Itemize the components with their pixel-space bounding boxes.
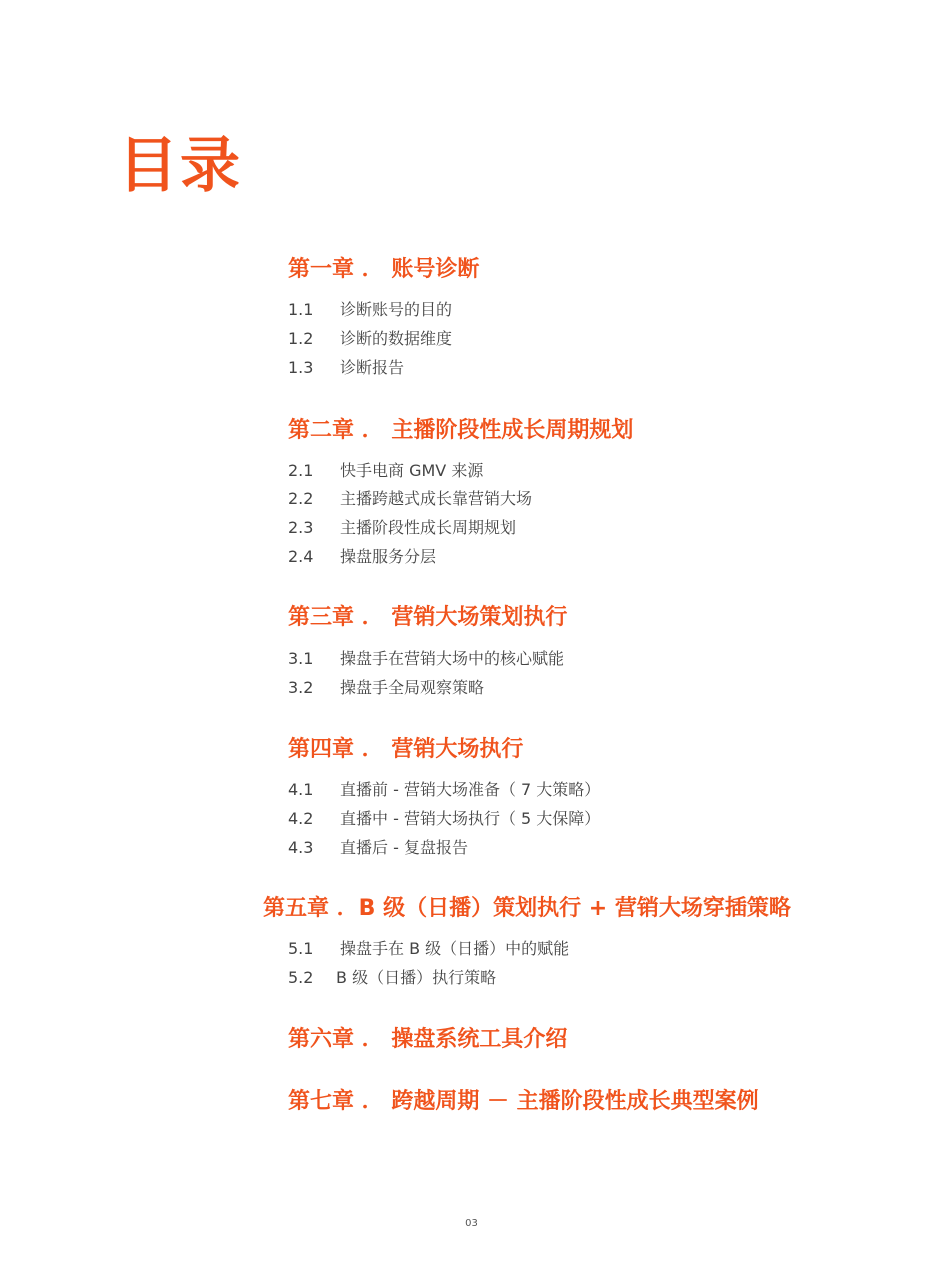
toc-item-label: 诊断的数据维度: [340, 329, 453, 348]
toc-item-label: 操盘手在营销大场中的核心赋能: [340, 649, 565, 668]
toc-item-number: 1.2: [288, 329, 314, 348]
toc-item-2-4[interactable]: [288, 549, 436, 565]
toc-item-number: 2.1: [288, 461, 314, 480]
toc-item-number: 5.2: [288, 968, 314, 987]
toc-item-5-1[interactable]: [288, 941, 569, 957]
toc-item-number: 2.3: [288, 518, 314, 537]
chapter-5-heading[interactable]: 第五章 ．B 级（日播）策划执行 + 营销大场穿插策略: [263, 896, 791, 921]
toc-item-1-2[interactable]: [288, 331, 452, 347]
toc-item-1-3[interactable]: [288, 360, 404, 376]
toc-item-2-1[interactable]: [288, 463, 483, 479]
toc-item-number: 3.2: [288, 678, 314, 697]
toc-item-label: 操盘手全局观察策略: [340, 678, 485, 697]
toc-item-label: 直播前 - 营销大场准备（ 7 大策略）: [340, 780, 601, 799]
page-number: 03: [465, 1218, 478, 1229]
chapter-4-heading[interactable]: 第四章 ． 营销大场执行: [288, 737, 524, 762]
toc-item-2-3[interactable]: [288, 520, 516, 536]
toc-item-2-2[interactable]: [288, 491, 532, 507]
chapter-3-heading[interactable]: 第三章 ． 营销大场策划执行: [288, 605, 568, 630]
toc-item-label: 主播阶段性成长周期规划: [340, 518, 517, 537]
toc-item-label: 直播中 - 营销大场执行（ 5 大保障）: [340, 809, 601, 828]
toc-item-number: 2.2: [288, 489, 314, 508]
toc-item-number: 3.1: [288, 649, 314, 668]
toc-item-1-1[interactable]: [288, 302, 452, 318]
toc-item-4-2[interactable]: [288, 811, 600, 827]
toc-item-number: 4.1: [288, 780, 314, 799]
toc-item-number: 1.1: [288, 300, 314, 319]
toc-item-number: 2.4: [288, 547, 314, 566]
chapter-2-heading[interactable]: 第二章 ． 主播阶段性成长周期规划: [288, 418, 634, 443]
toc-item-label: 诊断报告: [340, 358, 405, 377]
toc-item-label: 诊断账号的目的: [340, 300, 453, 319]
toc-item-number: 4.2: [288, 809, 314, 828]
toc-item-3-1[interactable]: [288, 651, 564, 667]
toc-item-4-3[interactable]: [288, 840, 468, 856]
toc-item-5-2[interactable]: [288, 970, 496, 986]
toc-item-3-2[interactable]: [288, 680, 484, 696]
page-title: 目录: [118, 131, 242, 201]
toc-item-label: 直播后 - 复盘报告: [340, 838, 468, 857]
toc-item-4-1[interactable]: [288, 782, 600, 798]
toc-item-label: 操盘手在 B 级（日播）中的赋能: [340, 939, 570, 958]
chapter-7-heading[interactable]: 第七章 ． 跨越周期 － 主播阶段性成长典型案例: [288, 1089, 759, 1114]
toc-item-label: 快手电商 GMV 来源: [340, 461, 484, 480]
toc-item-number: 1.3: [288, 358, 314, 377]
toc-item-label: B 级（日播）执行策略: [336, 968, 497, 987]
toc-item-number: 5.1: [288, 939, 314, 958]
toc-item-number: 4.3: [288, 838, 314, 857]
toc-item-label: 操盘服务分层: [340, 547, 437, 566]
chapter-1-heading[interactable]: 第一章 ． 账号诊断: [288, 257, 480, 282]
chapter-6-heading[interactable]: 第六章 ． 操盘系统工具介绍: [288, 1027, 568, 1052]
toc-item-label: 主播跨越式成长靠营销大场: [340, 489, 533, 508]
